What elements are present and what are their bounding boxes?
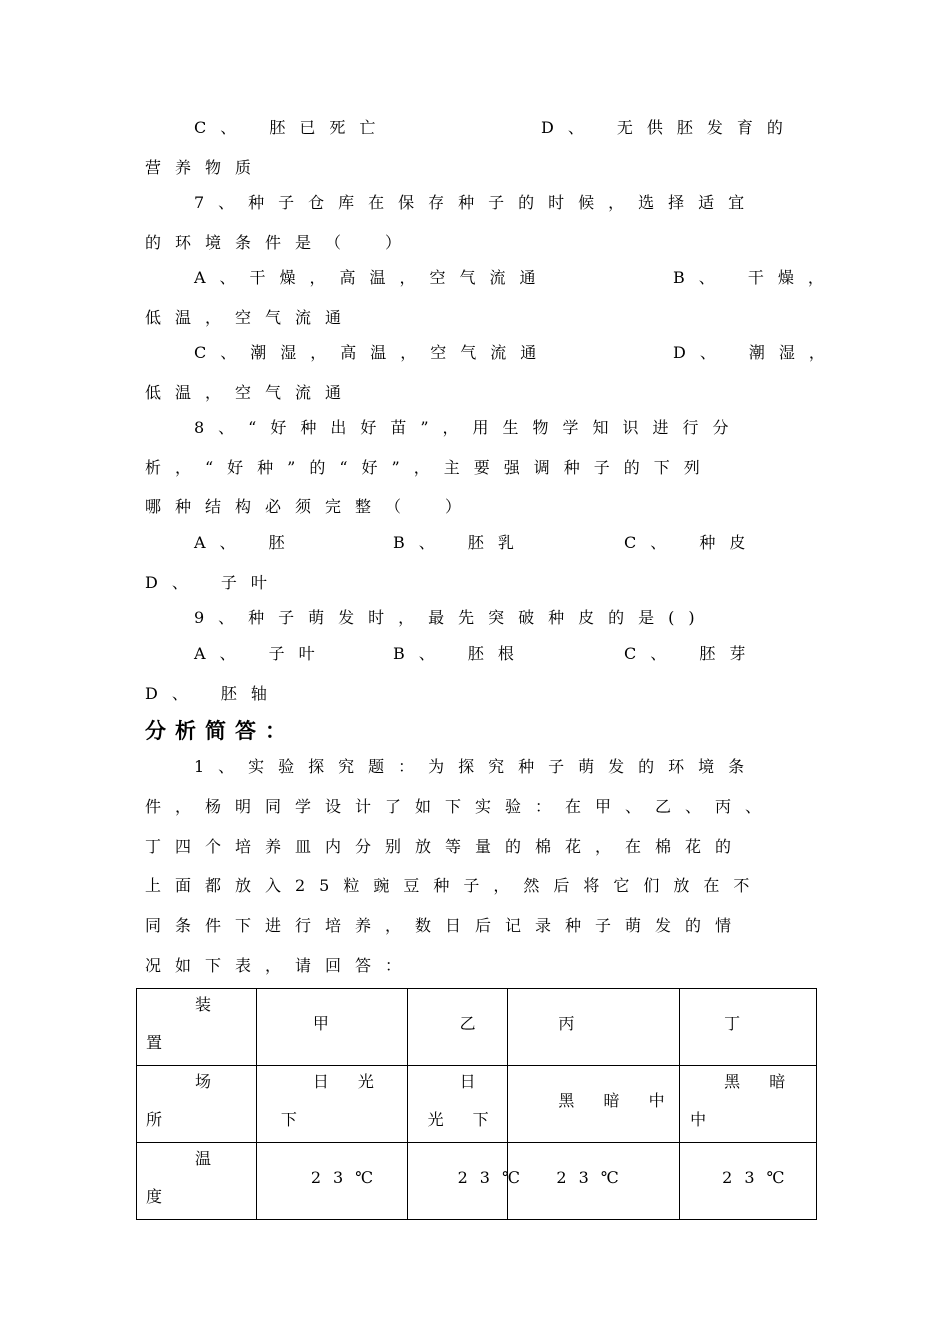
text-line: 的环境条件是（ ） <box>145 233 416 252</box>
cell-text: 黑 暗 <box>724 1072 798 1091</box>
table-cell <box>137 1143 257 1220</box>
cell-text: 甲 <box>312 1014 341 1033</box>
text-line: 哪种结构必须完整（ ） <box>145 497 476 516</box>
table-row <box>137 989 817 1066</box>
text-line: 9、种子萌发时，最先突破种皮的是() <box>194 608 709 627</box>
text-line: C、 胚已死亡 <box>194 118 390 137</box>
text-line: 析，“好种”的“好”，主要强调种子的下列 <box>145 458 714 477</box>
table-cell <box>407 989 508 1066</box>
cell-text: 23℃ <box>722 1168 797 1187</box>
table-cell <box>508 1066 680 1143</box>
cell-text: 置 <box>146 1033 175 1052</box>
text-line: 件，杨明同学设计了如下实验：在甲、乙、丙、 <box>145 797 776 816</box>
table-cell <box>508 1143 680 1220</box>
text-line: A、 胚 <box>194 533 299 552</box>
cell-text: 场 <box>195 1072 224 1091</box>
text-line: 况如下表，请回答： <box>145 956 416 975</box>
table-cell <box>680 1143 817 1220</box>
table-cell <box>256 989 407 1066</box>
table-row <box>137 1143 817 1220</box>
text-line: C、潮湿，高温，空气流通 <box>194 343 551 362</box>
cell-text: 日 光 <box>312 1072 386 1091</box>
text-line: 上面都放入25粒豌豆种子，然后将它们放在不 <box>145 876 764 895</box>
cell-text: 日 <box>459 1072 488 1091</box>
cell-text: 23℃ <box>457 1168 532 1187</box>
text-line: B、 干燥， <box>673 268 838 287</box>
text-line: A、 子叶 <box>194 644 329 663</box>
text-line: 7、种子仓库在保存种子的时候，选择适宜 <box>194 193 759 212</box>
cell-text: 度 <box>146 1187 175 1206</box>
table-cell <box>407 1066 508 1143</box>
text-line: A、干燥，高温，空气流通 <box>194 268 550 287</box>
text-line: 同条件下进行培养，数日后记录种子萌发的情 <box>145 916 746 935</box>
table-cell <box>508 989 680 1066</box>
text-line: B、 胚根 <box>393 644 528 663</box>
text-line: D、 无供胚发育的 <box>541 118 797 137</box>
table-cell <box>256 1066 407 1143</box>
cell-text: 中 <box>690 1110 719 1129</box>
text-line: 低温，空气流通 <box>145 308 356 327</box>
table-row <box>137 1066 817 1143</box>
table-cell <box>137 989 257 1066</box>
text-line: D、 潮湿， <box>673 343 839 362</box>
table-cell <box>407 1143 532 1220</box>
text-line: C、 种皮 <box>624 533 760 552</box>
cell-text: 下 <box>280 1110 309 1129</box>
cell-text: 光 下 <box>427 1110 501 1129</box>
text-line: B、 胚乳 <box>393 533 528 552</box>
text-line: 8、“好种出好苗”，用生物学知识进行分 <box>194 418 743 437</box>
table-cell <box>256 1143 407 1220</box>
text-line: D、 胚轴 <box>145 684 281 703</box>
table-cell <box>680 989 817 1066</box>
text-line: 1、实验探究题：为探究种子萌发的环境条 <box>194 757 759 776</box>
cell-text: 乙 <box>459 1014 488 1033</box>
cell-text: 黑 暗 中 <box>558 1091 677 1110</box>
table-cell <box>137 1066 257 1143</box>
text-line: 丁四个培养皿内分别放等量的棉花，在棉花的 <box>145 837 746 856</box>
cell-text: 装 <box>195 995 224 1014</box>
cell-text: 所 <box>146 1110 175 1129</box>
text-line: 营养物质 <box>145 158 266 177</box>
table-cell <box>680 1066 817 1143</box>
text-line: D、 子叶 <box>145 573 281 592</box>
text-line: C、 胚芽 <box>624 644 760 663</box>
experiment-table <box>136 988 817 1220</box>
cell-text: 23℃ <box>310 1168 386 1187</box>
cell-text: 丙 <box>558 1014 587 1033</box>
cell-text: 丁 <box>724 1014 753 1033</box>
cell-text: 23℃ <box>556 1168 631 1187</box>
section-heading: 分析简答： <box>145 719 295 743</box>
text-line: 低温，空气流通 <box>145 383 356 402</box>
cell-text: 温 <box>195 1149 224 1168</box>
